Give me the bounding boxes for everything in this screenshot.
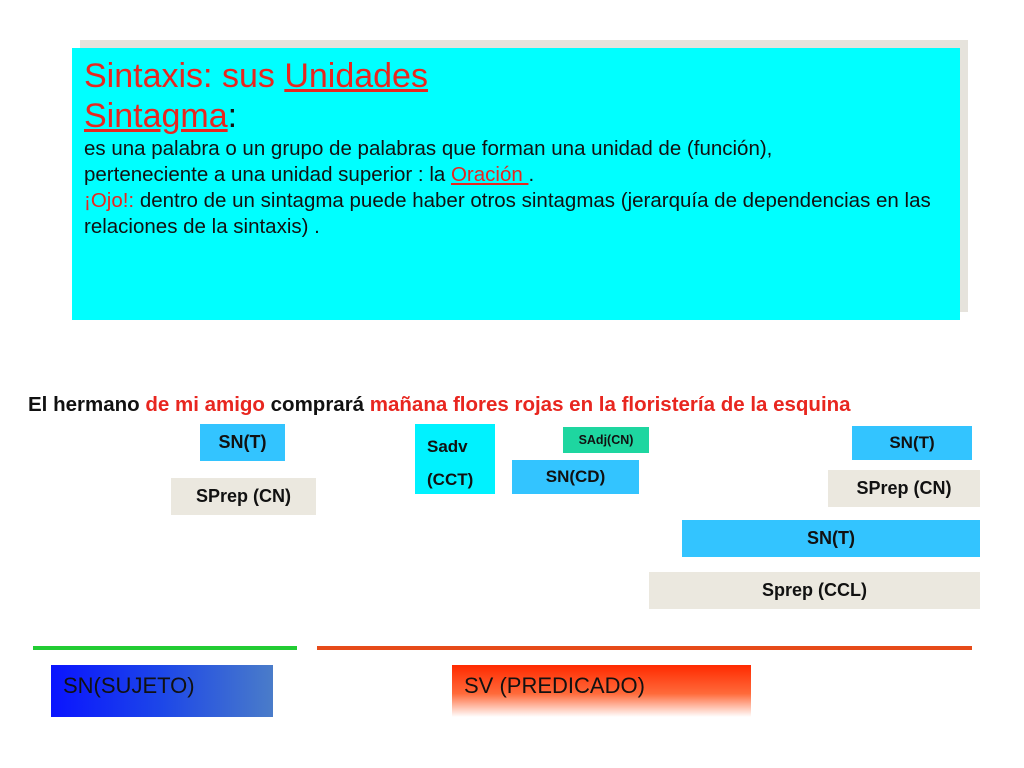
box-sn-t-1: SN(T) xyxy=(200,424,285,461)
cct-label: (CCT) xyxy=(427,470,474,489)
sentence-part-comprara: comprará xyxy=(264,393,370,416)
ojo-text: dentro de un sintagma puede haber otros sintagmas (jerarquía de dependencias en las relaciones de la sintaxis) . xyxy=(84,189,931,238)
definition-text xyxy=(84,136,948,240)
definition-line-2-text: perteneciente a una unidad superior : la xyxy=(84,163,451,186)
ojo-note xyxy=(84,188,948,240)
subtitle-colon: : xyxy=(227,97,238,135)
box-sadv-cct xyxy=(415,424,495,494)
box-sprep-ccl: Sprep (CCL) xyxy=(649,572,980,609)
definition-line-2 xyxy=(84,162,948,188)
definition-box xyxy=(72,48,960,320)
box-sprep-cn-1: SPrep (CN) xyxy=(171,478,316,515)
oracion-link[interactable]: Oración xyxy=(450,163,529,186)
definition-line-1: es una palabra o un grupo de palabras que forman una unidad de (función), xyxy=(84,137,773,160)
example-sentence xyxy=(28,391,968,418)
predicado-underline xyxy=(317,646,972,650)
sentence-part-el-hermano: El hermano xyxy=(28,393,146,416)
box-sn-t-2: SN(T) xyxy=(852,426,972,460)
box-sv-predicado: SV (PREDICADO) xyxy=(452,665,751,717)
title-text: Sintaxis: sus xyxy=(84,57,285,95)
box-sn-cd: SN(CD) xyxy=(512,460,639,494)
box-sadj-cn: SAdj(CN) xyxy=(563,427,649,453)
slide-title xyxy=(84,56,948,96)
subtitle-link-sintagma[interactable]: Sintagma xyxy=(84,97,228,135)
sentence-part-complementos: mañana flores rojas en la floristería de la esquina xyxy=(369,393,851,416)
definition-line-2-end: . xyxy=(528,163,535,186)
box-sprep-cn-2: SPrep (CN) xyxy=(828,470,980,507)
sentence-part-de-mi-amigo: de mi amigo xyxy=(145,393,265,416)
slide-subtitle xyxy=(84,96,948,136)
sadv-label: Sadv xyxy=(427,437,468,456)
box-sn-sujeto: SN(SUJETO) xyxy=(51,665,273,717)
title-link-unidades[interactable]: Unidades xyxy=(284,57,428,95)
sujeto-underline xyxy=(33,646,297,650)
ojo-label: ¡Ojo!: xyxy=(84,189,135,212)
box-sn-t-3: SN(T) xyxy=(682,520,980,557)
